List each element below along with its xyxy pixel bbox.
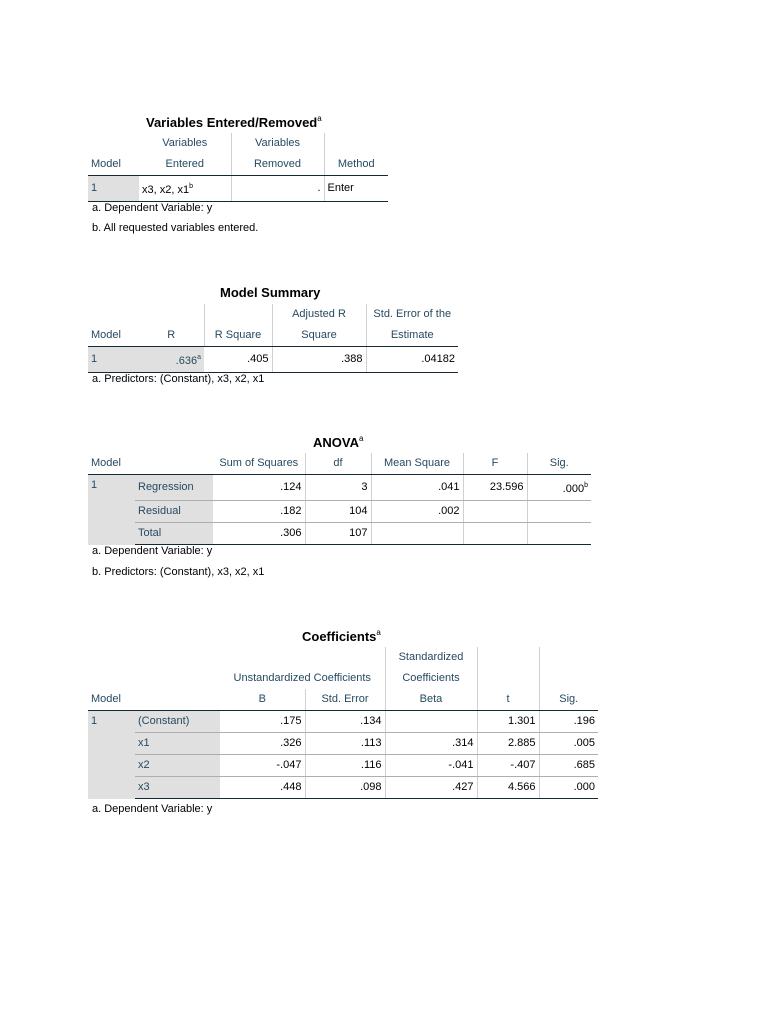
row-label: Total [135,523,213,545]
header-std-error: Std. Error [305,689,385,711]
beta-cell [385,711,477,733]
sum-of-squares-cell: .124 [213,475,305,501]
variables-entered-cell: x3, x2, x1$^b$ [139,176,231,202]
footnote: a. Dependent Variable: y [92,545,213,557]
sig-cell: .000 [539,777,598,799]
b-cell: -.047 [220,755,305,777]
anova-title: ANOVA$^a$ [313,434,364,450]
table-row [88,733,598,755]
adjusted-r-square-cell: .388 [272,347,366,373]
row-label: x1 [135,733,220,755]
table-row [88,523,591,545]
table-row [88,176,388,202]
header-method: Method [324,154,388,176]
b-cell: .175 [220,711,305,733]
header-sig: Sig. [539,689,598,711]
beta-cell: -.041 [385,755,477,777]
header-model: Model [88,689,135,711]
model-number: 1 [88,176,139,202]
table-row [88,475,591,501]
header-adjusted-r-2: Square [272,325,366,347]
header-sig: Sig. [527,453,591,475]
header-df: df [305,453,371,475]
coefficients-table [88,647,598,799]
header-standardized-2: Coefficients [385,668,477,689]
header-mean-square: Mean Square [371,453,463,475]
model-number: 1 [88,475,135,545]
table-row [88,777,598,799]
sig-cell: .005 [539,733,598,755]
header-b: B [220,689,305,711]
beta-cell: .314 [385,733,477,755]
sig-cell [527,523,591,545]
row-label: Regression [135,475,213,501]
table-row [88,711,598,733]
std-error-cell: .113 [305,733,385,755]
mean-square-cell: .041 [371,475,463,501]
sig-cell: .196 [539,711,598,733]
sig-cell [527,501,591,523]
header-f: F [463,453,527,475]
coefficients-title: Coefficients$^a$ [302,628,381,644]
header-model: Model [88,325,139,347]
footnote: a. Dependent Variable: y [92,803,213,815]
df-cell: 107 [305,523,371,545]
header-std-error-2: Estimate [366,325,458,347]
header-variables-entered-1: Variables [139,133,231,154]
mean-square-cell [371,523,463,545]
t-cell: 4.566 [477,777,539,799]
mean-square-cell: .002 [371,501,463,523]
model-number: 1 [88,347,139,373]
sum-of-squares-cell: .182 [213,501,305,523]
variables-entered-table [88,133,388,202]
r-square-cell: .405 [204,347,272,373]
model-summary-table [88,304,458,373]
anova-table [88,453,591,545]
b-cell: .448 [220,777,305,799]
header-variables-entered-2: Entered [139,154,231,176]
std-error-cell: .04182 [366,347,458,373]
footnote: a. Predictors: (Constant), x3, x2, x1 [92,373,265,385]
row-label: x2 [135,755,220,777]
footnote: b. Predictors: (Constant), x3, x2, x1 [92,566,265,578]
df-cell: 3 [305,475,371,501]
sum-of-squares-cell: .306 [213,523,305,545]
row-label: (Constant) [135,711,220,733]
sig-cell: .685 [539,755,598,777]
header-model: Model [88,154,139,176]
table-row [88,501,591,523]
r-cell: .636$^a$ [139,347,204,373]
model-number: 1 [88,711,135,799]
header-r-square: R Square [204,325,272,347]
header-beta: Beta [385,689,477,711]
std-error-cell: .134 [305,711,385,733]
b-cell: .326 [220,733,305,755]
header-sum-of-squares: Sum of Squares [213,453,305,475]
method-cell: Enter [324,176,388,202]
std-error-cell: .098 [305,777,385,799]
variables-entered-title: Variables Entered/Removed$^a$ [146,114,322,130]
beta-cell: .427 [385,777,477,799]
header-model: Model [88,453,135,475]
f-cell: 23.596 [463,475,527,501]
std-error-cell: .116 [305,755,385,777]
row-label: x3 [135,777,220,799]
header-t: t [477,689,539,711]
df-cell: 104 [305,501,371,523]
f-cell [463,523,527,545]
f-cell [463,501,527,523]
table-row [88,347,458,373]
header-r: R [139,325,204,347]
t-cell: 2.885 [477,733,539,755]
t-cell: 1.301 [477,711,539,733]
row-label: Residual [135,501,213,523]
header-standardized-1: Standardized [385,647,477,668]
header-std-error-1: Std. Error of the [373,308,452,320]
model-summary-title: Model Summary [220,285,321,300]
t-cell: -.407 [477,755,539,777]
header-variables-removed-2: Removed [231,154,324,176]
header-variables-removed-1: Variables [231,133,324,154]
sig-cell: .000$^b$ [527,475,591,501]
header-adjusted-r-1: Adjusted R [272,304,366,325]
variables-removed-cell: . [231,176,324,202]
header-unstandardized-coefficients: Unstandardized Coefficients [220,668,385,689]
footnote: b. All requested variables entered. [92,222,259,234]
table-row [88,755,598,777]
footnote: a. Dependent Variable: y [92,202,213,214]
